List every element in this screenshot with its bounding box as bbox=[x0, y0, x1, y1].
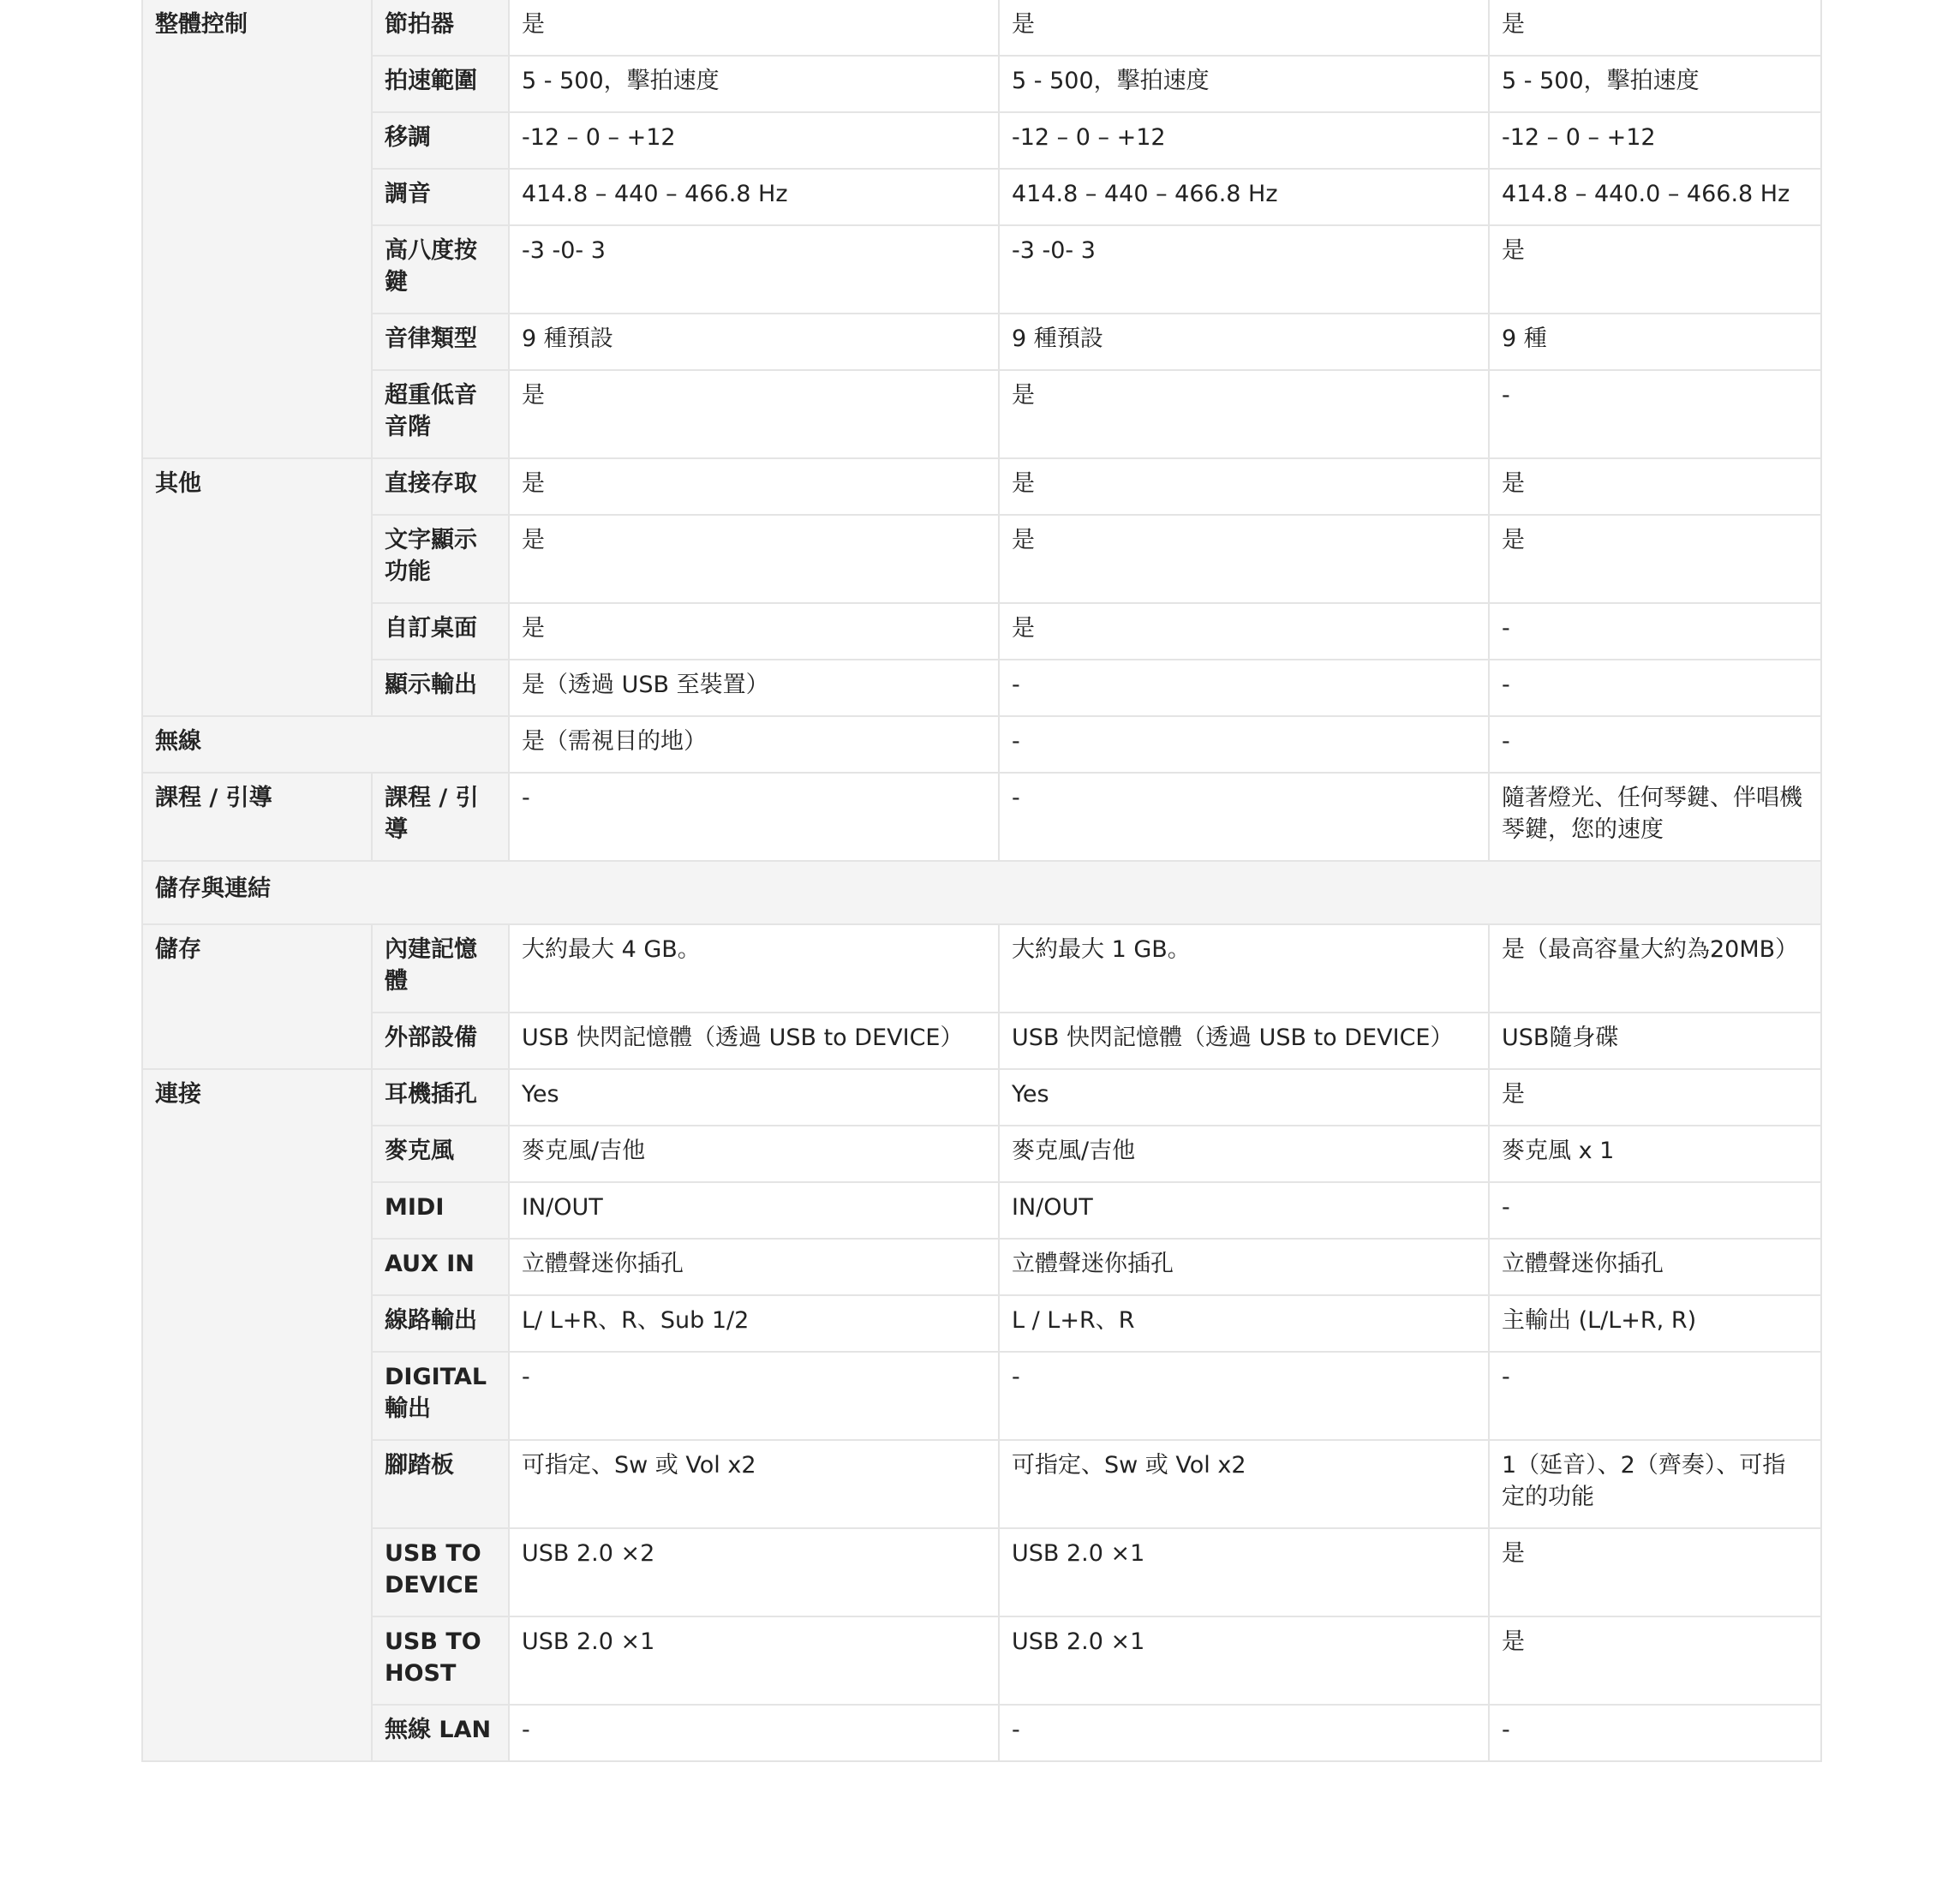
spec-value-cell: 麥克風/吉他 bbox=[509, 1126, 999, 1182]
spec-label-cell: 顯示輸出 bbox=[372, 660, 509, 716]
spec-value-cell: - bbox=[1489, 660, 1821, 716]
spec-value-cell: 是 bbox=[1489, 458, 1821, 515]
spec-value-cell: 麥克風 x 1 bbox=[1489, 1126, 1821, 1182]
spec-label-cell: 內建記憶體 bbox=[372, 924, 509, 1013]
spec-label-cell: 拍速範圍 bbox=[372, 56, 509, 112]
section-heading: 儲存與連結 bbox=[142, 861, 1821, 924]
spec-value-cell: - bbox=[999, 660, 1489, 716]
spec-value-cell: 9 種預設 bbox=[999, 314, 1489, 370]
spec-label-cell: 文字顯示功能 bbox=[372, 515, 509, 603]
spec-label-cell: 調音 bbox=[372, 169, 509, 225]
spec-value-cell: -3 -0- 3 bbox=[509, 225, 999, 314]
table-row bbox=[142, 314, 1821, 370]
spec-label-cell: 麥克風 bbox=[372, 1126, 509, 1182]
table-row bbox=[142, 1352, 1821, 1440]
spec-value-cell: - bbox=[999, 1352, 1489, 1440]
table-row bbox=[142, 1440, 1821, 1528]
spec-value-cell: Yes bbox=[999, 1069, 1489, 1126]
spec-value-cell: 是 bbox=[999, 0, 1489, 56]
table-row bbox=[142, 1295, 1821, 1352]
spec-value-cell: 主輸出 (L/L+R, R) bbox=[1489, 1295, 1821, 1352]
spec-value-cell: 可指定、Sw 或 Vol x2 bbox=[509, 1440, 999, 1528]
spec-label-cell: 節拍器 bbox=[372, 0, 509, 56]
spec-value-cell: 是 bbox=[509, 370, 999, 458]
table-row bbox=[142, 169, 1821, 225]
spec-value-cell: L / L+R、R bbox=[999, 1295, 1489, 1352]
table-row bbox=[142, 716, 1821, 773]
spec-value-cell: -3 -0- 3 bbox=[999, 225, 1489, 314]
spec-value-cell: 可指定、Sw 或 Vol x2 bbox=[999, 1440, 1489, 1528]
spec-value-cell: 414.8 – 440.0 – 466.8 Hz bbox=[1489, 169, 1821, 225]
table-row bbox=[142, 1069, 1821, 1126]
spec-label-cell: 自訂桌面 bbox=[372, 603, 509, 660]
spec-label-cell: 課程 / 引導 bbox=[372, 773, 509, 861]
spec-value-cell: Yes bbox=[509, 1069, 999, 1126]
spec-label-cell: 耳機插孔 bbox=[372, 1069, 509, 1126]
category-cell: 其他 bbox=[142, 458, 372, 716]
table-row bbox=[142, 0, 1821, 56]
spec-value-cell: 5 - 500，擊拍速度 bbox=[999, 56, 1489, 112]
spec-value-cell: IN/OUT bbox=[999, 1182, 1489, 1239]
spec-label-cell: MIDI bbox=[372, 1182, 509, 1239]
spec-label-cell: USB TO DEVICE bbox=[372, 1528, 509, 1616]
table-row bbox=[142, 1182, 1821, 1239]
spec-label-cell: 無線 LAN bbox=[372, 1705, 509, 1761]
spec-value-cell: 1（延音）、2（齊奏）、可指定的功能 bbox=[1489, 1440, 1821, 1528]
spec-value-cell: 是 bbox=[509, 603, 999, 660]
spec-value-cell: - bbox=[1489, 603, 1821, 660]
spec-value-cell: 是（最高容量大約為20MB） bbox=[1489, 924, 1821, 1013]
spec-value-cell: 是 bbox=[509, 0, 999, 56]
section-row bbox=[142, 861, 1821, 924]
spec-value-cell: 立體聲迷你插孔 bbox=[999, 1239, 1489, 1295]
table-row bbox=[142, 603, 1821, 660]
table-row bbox=[142, 660, 1821, 716]
spec-value-cell: 隨著燈光、任何琴鍵、伴唱機琴鍵，您的速度 bbox=[1489, 773, 1821, 861]
table-row bbox=[142, 1239, 1821, 1295]
spec-value-cell: - bbox=[999, 773, 1489, 861]
spec-value-cell: USB 2.0 ×1 bbox=[509, 1616, 999, 1705]
spec-value-cell: 5 - 500，擊拍速度 bbox=[1489, 56, 1821, 112]
spec-value-cell: 大約最大 4 GB。 bbox=[509, 924, 999, 1013]
table-row bbox=[142, 773, 1821, 861]
table-row bbox=[142, 225, 1821, 314]
spec-value-cell: USB 2.0 ×1 bbox=[999, 1616, 1489, 1705]
spec-value-cell: 是（透過 USB 至裝置） bbox=[509, 660, 999, 716]
spec-value-cell: 大約最大 1 GB。 bbox=[999, 924, 1489, 1013]
spec-label-cell: 音律類型 bbox=[372, 314, 509, 370]
spec-label-cell: 超重低音音階 bbox=[372, 370, 509, 458]
spec-value-cell: USB 2.0 ×1 bbox=[999, 1528, 1489, 1616]
spec-value-cell: - bbox=[999, 1705, 1489, 1761]
table-row bbox=[142, 1528, 1821, 1616]
spec-value-cell: 是（需視目的地） bbox=[509, 716, 999, 773]
spec-value-cell: - bbox=[1489, 1352, 1821, 1440]
table-row bbox=[142, 515, 1821, 603]
category-cell: 整體控制 bbox=[142, 0, 372, 458]
spec-label-cell: USB TO HOST bbox=[372, 1616, 509, 1705]
spec-value-cell: USB 2.0 ×2 bbox=[509, 1528, 999, 1616]
spec-value-cell: L/ L+R、R、Sub 1/2 bbox=[509, 1295, 999, 1352]
spec-table-body bbox=[142, 0, 1821, 1761]
spec-label-cell: 腳踏板 bbox=[372, 1440, 509, 1528]
spec-value-cell: -12 – 0 – +12 bbox=[999, 112, 1489, 169]
spec-value-cell: 是 bbox=[999, 458, 1489, 515]
table-row bbox=[142, 1013, 1821, 1069]
spec-value-cell: - bbox=[1489, 370, 1821, 458]
spec-value-cell: 是 bbox=[1489, 225, 1821, 314]
spec-label-cell: 線路輸出 bbox=[372, 1295, 509, 1352]
spec-value-cell: 是 bbox=[509, 515, 999, 603]
spec-value-cell: - bbox=[1489, 716, 1821, 773]
spec-value-cell: -12 – 0 – +12 bbox=[1489, 112, 1821, 169]
spec-value-cell: 5 - 500，擊拍速度 bbox=[509, 56, 999, 112]
spec-label-cell: AUX IN bbox=[372, 1239, 509, 1295]
spec-value-cell: 是 bbox=[999, 603, 1489, 660]
spec-value-cell: USB 快閃記憶體（透過 USB to DEVICE） bbox=[509, 1013, 999, 1069]
table-row bbox=[142, 1616, 1821, 1705]
spec-label-cell: 高八度按鍵 bbox=[372, 225, 509, 314]
spec-value-cell: IN/OUT bbox=[509, 1182, 999, 1239]
table-row bbox=[142, 370, 1821, 458]
table-row bbox=[142, 56, 1821, 112]
spec-value-cell: 是 bbox=[1489, 1616, 1821, 1705]
category-cell: 連接 bbox=[142, 1069, 372, 1761]
category-cell: 無線 bbox=[142, 716, 509, 773]
spec-label-cell: 外部設備 bbox=[372, 1013, 509, 1069]
spec-value-cell: 是 bbox=[999, 515, 1489, 603]
spec-value-cell: - bbox=[999, 716, 1489, 773]
spec-value-cell: 是 bbox=[1489, 0, 1821, 56]
spec-value-cell: - bbox=[509, 1705, 999, 1761]
spec-value-cell: 是 bbox=[1489, 1069, 1821, 1126]
table-row bbox=[142, 112, 1821, 169]
spec-value-cell: - bbox=[509, 1352, 999, 1440]
spec-value-cell: 是 bbox=[1489, 1528, 1821, 1616]
spec-value-cell: 麥克風/吉他 bbox=[999, 1126, 1489, 1182]
spec-value-cell: 9 種預設 bbox=[509, 314, 999, 370]
table-row bbox=[142, 458, 1821, 515]
spec-value-cell: 是 bbox=[1489, 515, 1821, 603]
spec-table bbox=[141, 0, 1822, 1762]
category-cell: 儲存 bbox=[142, 924, 372, 1069]
spec-value-cell: 立體聲迷你插孔 bbox=[1489, 1239, 1821, 1295]
spec-value-cell: - bbox=[1489, 1705, 1821, 1761]
spec-value-cell: 是 bbox=[509, 458, 999, 515]
spec-value-cell: -12 – 0 – +12 bbox=[509, 112, 999, 169]
table-row bbox=[142, 1126, 1821, 1182]
spec-value-cell: USB 快閃記憶體（透過 USB to DEVICE） bbox=[999, 1013, 1489, 1069]
table-row bbox=[142, 924, 1821, 1013]
spec-value-cell: USB隨身碟 bbox=[1489, 1013, 1821, 1069]
table-row bbox=[142, 1705, 1821, 1761]
spec-label-cell: 移調 bbox=[372, 112, 509, 169]
spec-value-cell: - bbox=[509, 773, 999, 861]
spec-value-cell: 立體聲迷你插孔 bbox=[509, 1239, 999, 1295]
spec-value-cell: 9 種 bbox=[1489, 314, 1821, 370]
spec-label-cell: DIGITAL 輸出 bbox=[372, 1352, 509, 1440]
spec-value-cell: 414.8 – 440 – 466.8 Hz bbox=[999, 169, 1489, 225]
spec-label-cell: 直接存取 bbox=[372, 458, 509, 515]
spec-value-cell: 414.8 – 440 – 466.8 Hz bbox=[509, 169, 999, 225]
spec-value-cell: 是 bbox=[999, 370, 1489, 458]
spec-value-cell: - bbox=[1489, 1182, 1821, 1239]
category-cell: 課程 / 引導 bbox=[142, 773, 372, 861]
